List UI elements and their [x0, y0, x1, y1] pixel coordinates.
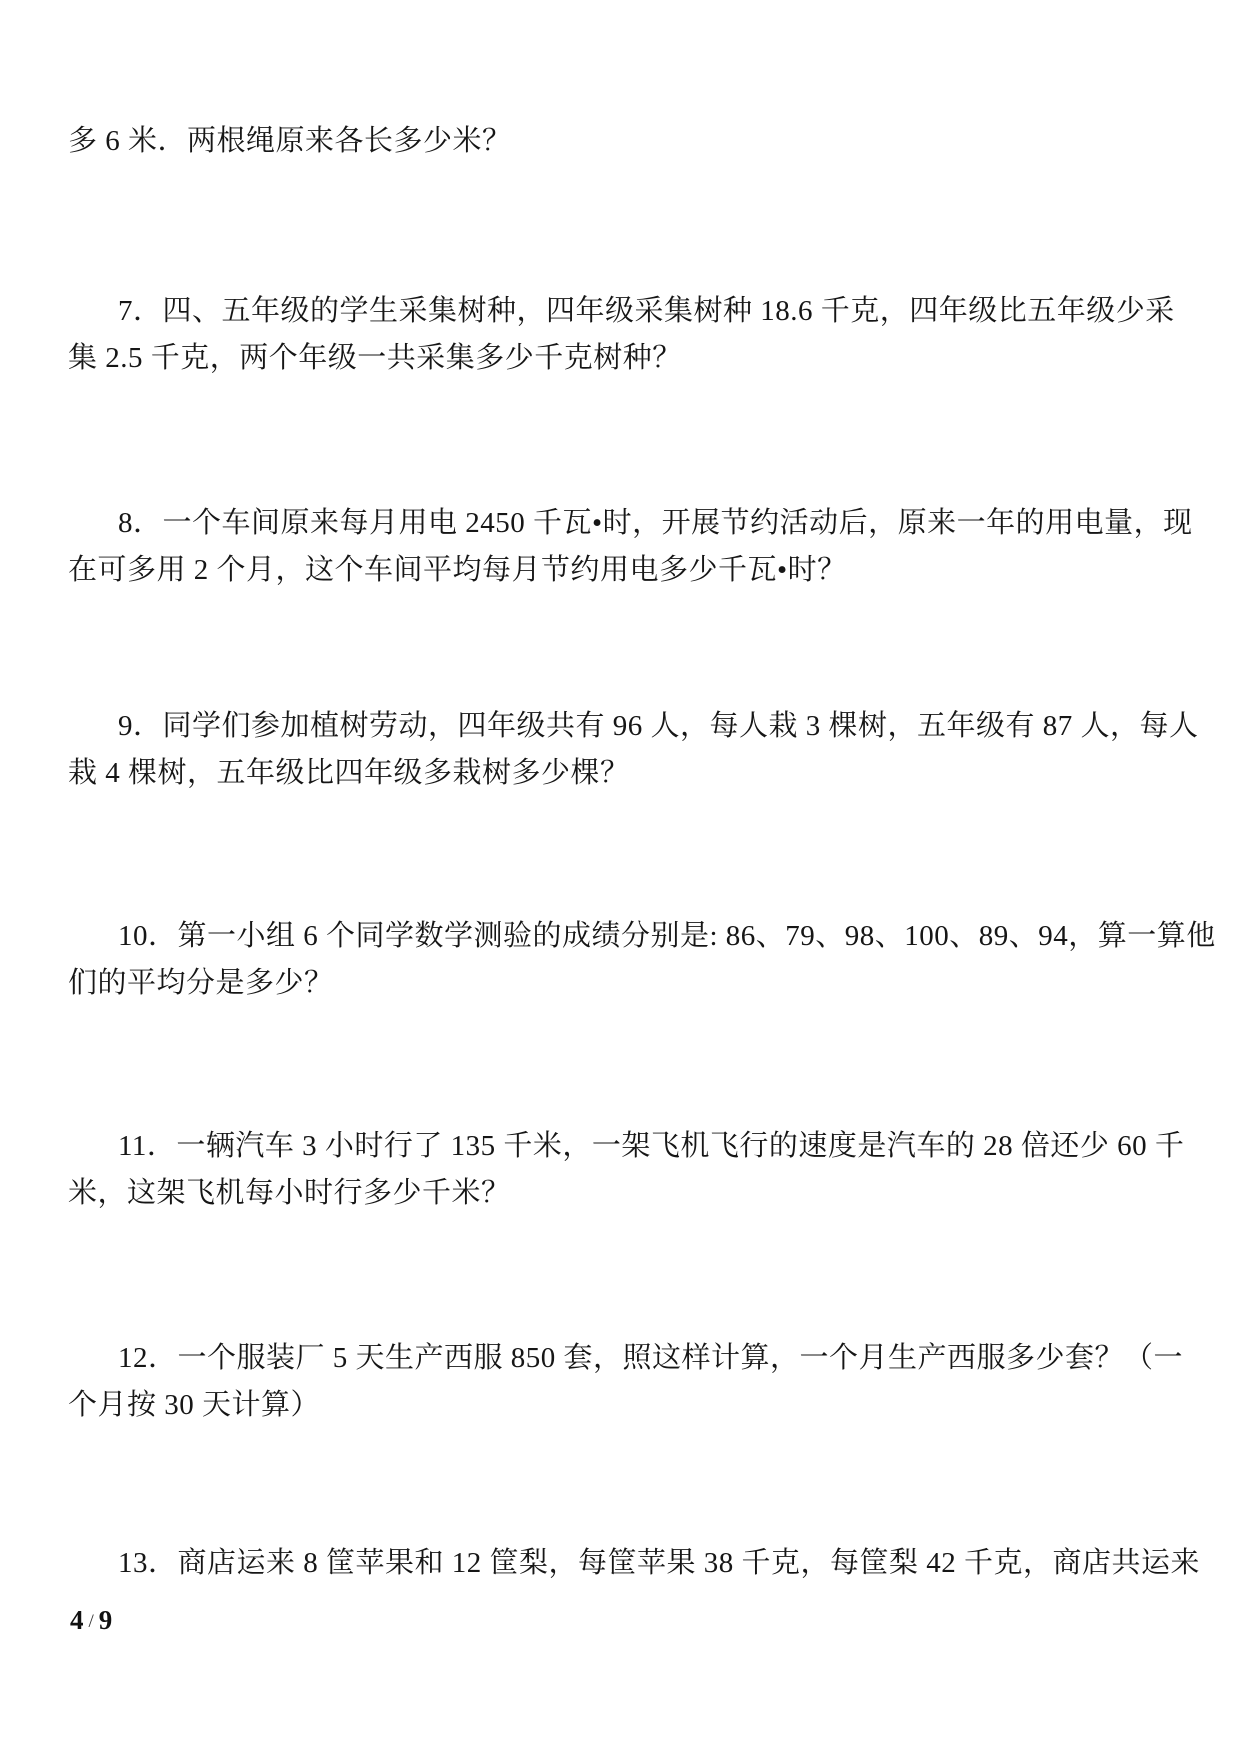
page-number-separator: / — [88, 1611, 94, 1632]
page-footer — [0, 1603, 1241, 1641]
problem-12 — [68, 1335, 1184, 1429]
text-line: 在可多用 2 个月，这个车间平均每月节约用电多少千瓦•时？ — [68, 554, 847, 586]
text-line: 12．一个服装厂 5 天生产西服 850 套，照这样计算，一个月生产西服多少套？（一 — [118, 1342, 1184, 1374]
text-line: 13．商店运来 8 筐苹果和 12 筐梨，每筐苹果 38 千克，每筐梨 42 千克，商店共运来 — [118, 1547, 1201, 1579]
problem-10 — [68, 913, 1216, 1007]
problem-11 — [68, 1123, 1185, 1217]
text-line: 集 2.5 千克，两个年级一共采集多少千克树种？ — [68, 342, 682, 374]
problem-6-continuation — [68, 118, 1175, 165]
problem-8 — [68, 500, 1193, 594]
text-line: 栽 4 棵树，五年级比四年级多栽树多少棵？ — [68, 757, 630, 789]
problem-7 — [68, 288, 1175, 382]
problem-9 — [68, 703, 1199, 797]
text-line: 7．四、五年级的学生采集树种，四年级采集树种 18.6 千克，四年级比五年级少采 — [118, 295, 1175, 327]
text-line: 8．一个车间原来每月用电 2450 千瓦•时，开展节约活动后，原来一年的用电量，现 — [118, 507, 1193, 539]
text-line: 10．第一小组 6 个同学数学测验的成绩分别是: 86、79、98、100、89、94，算一算他 — [118, 920, 1216, 952]
text-line: 多 6 米．两根绳原来各长多少米？ — [68, 125, 512, 157]
text-line: 11．一辆汽车 3 小时行了 135 千米，一架飞机飞行的速度是汽车的 28 倍还少 60 千 — [118, 1130, 1185, 1162]
text-line: 米，这架飞机每小时行多少千米？ — [68, 1177, 511, 1209]
problem-13 — [68, 1540, 1201, 1587]
text-line: 个月按 30 天计算） — [68, 1389, 321, 1421]
text-line: 9．同学们参加植树劳动，四年级共有 96 人，每人栽 3 棵树，五年级有 87 人，每人 — [118, 710, 1199, 742]
page-number-total: 9 — [98, 1605, 113, 1635]
page-number-current: 4 — [70, 1605, 84, 1635]
text-line: 们的平均分是多少？ — [68, 967, 334, 999]
